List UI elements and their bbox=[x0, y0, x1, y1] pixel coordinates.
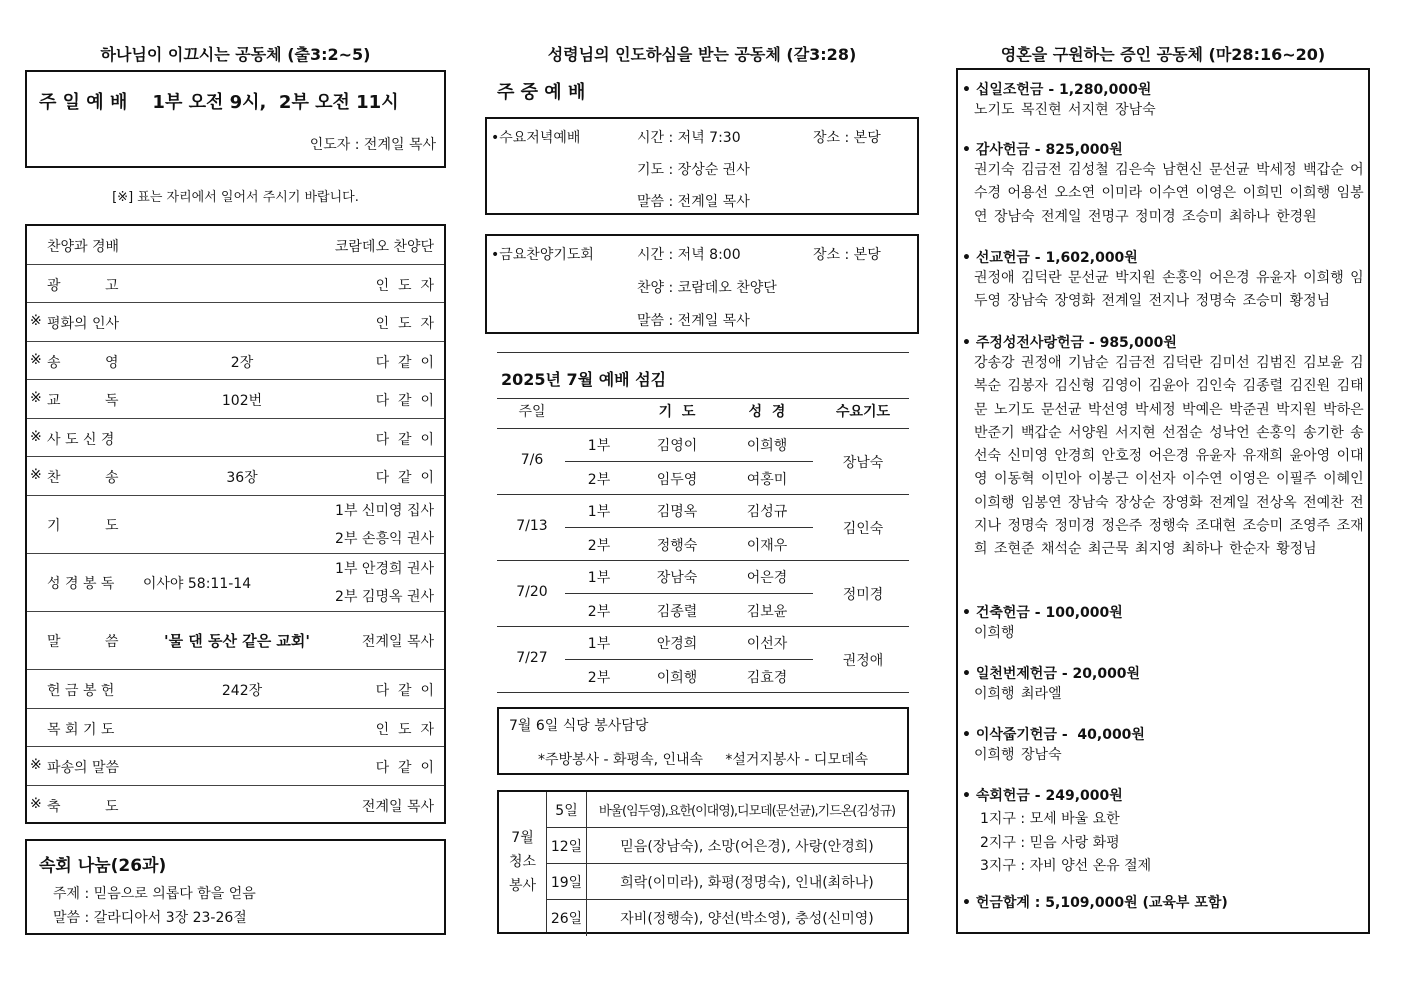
standing-mark: ※ bbox=[30, 313, 42, 329]
district-line: 1지구 : 모세 바울 요한 bbox=[980, 811, 1120, 827]
order-row-sending bbox=[27, 747, 444, 786]
cleaning-duty-label: 7월 청소 봉사 bbox=[499, 792, 547, 932]
order-right: 코람데오 찬양단 bbox=[334, 239, 434, 255]
order-right: 1부 신미영 집사 bbox=[335, 503, 434, 519]
middle-column-heading: 성령님의 인도하심을 받는 공동체 (갈3:28) bbox=[547, 45, 857, 64]
meal-service-detail: *주방봉사 - 화평속, 인내속 *설거지봉사 - 디모데속 bbox=[537, 752, 868, 768]
cleaning-day: 12일 bbox=[547, 828, 587, 863]
service-label: 2부 bbox=[587, 670, 611, 686]
service-label: 2부 bbox=[587, 604, 611, 620]
order-right: 인 도 자 bbox=[375, 278, 434, 294]
offering-total: • 헌금합계 : 5,109,000원 (교육부 포함) bbox=[962, 895, 1228, 911]
standing-mark: ※ bbox=[30, 429, 42, 445]
order-name: 찬양과 경배 bbox=[47, 239, 120, 255]
order-name: 광 고 bbox=[47, 278, 119, 294]
order-row-hymn bbox=[27, 457, 444, 496]
duty-date: 7/20 bbox=[516, 584, 548, 600]
order-row-prayer bbox=[27, 496, 444, 554]
duty-scripture: 이희행 bbox=[746, 438, 788, 454]
duty-header-sunday: 주일 bbox=[518, 404, 546, 420]
meal-service-box bbox=[497, 707, 909, 775]
order-right: 다 같 이 bbox=[375, 355, 434, 371]
order-name: 교 독 bbox=[47, 393, 119, 409]
duty-header-wed-prayer: 수요기도 bbox=[835, 404, 891, 420]
order-row-announcement bbox=[27, 265, 444, 303]
sunday-service-title: 주 일 예 배 1부 오전 9시, 2부 오전 11시 bbox=[39, 92, 399, 113]
friday-sermon: 말씀 : 전계일 목사 bbox=[637, 313, 750, 329]
duty-scripture: 여홍미 bbox=[746, 472, 788, 488]
cleaning-day: 26일 bbox=[547, 900, 587, 936]
sunday-service-box bbox=[25, 70, 446, 168]
order-mid: 2장 bbox=[230, 355, 254, 371]
order-mid: 36장 bbox=[226, 470, 258, 486]
order-row-benediction bbox=[27, 786, 444, 824]
order-mid: 이사야 58:11-14 bbox=[142, 576, 252, 592]
order-row-doxology bbox=[27, 342, 444, 380]
order-right: 다 같 이 bbox=[375, 432, 434, 448]
offering-names-mission: 권정애 김덕란 문선균 박지원 손홍익 어은경 유윤자 이희행 임두영 장남숙 장영화 전계일 전지나 정명숙 조승미 황정님 bbox=[974, 270, 1364, 310]
cleaning-row bbox=[547, 828, 907, 864]
friday-service-box bbox=[485, 234, 919, 334]
service-duty-table bbox=[497, 352, 909, 692]
offering-title-gleaning: • 이삭줍기헌금 - 40,000원 bbox=[962, 727, 1145, 743]
order-mid: 102번 bbox=[221, 393, 263, 409]
standing-note: [※] 표는 자리에서 일어서 주시기 바랍니다. bbox=[112, 190, 359, 205]
duty-header-scripture: 성 경 bbox=[748, 404, 786, 420]
duty-prayer: 장남숙 bbox=[656, 570, 698, 586]
offering-names-thousand: 이희행 최라엘 bbox=[974, 686, 1062, 702]
service-label: 2부 bbox=[587, 538, 611, 554]
order-right: 다 같 이 bbox=[375, 393, 434, 409]
order-name: 찬 송 bbox=[47, 470, 119, 486]
offering-names-gleaning: 이희행 장남숙 bbox=[974, 747, 1062, 763]
order-right: 인 도 자 bbox=[375, 722, 434, 738]
offering-title-building: • 건축헌금 - 100,000원 bbox=[962, 605, 1123, 621]
offering-names-thanks: 권기숙 김금전 김성철 김은숙 남현신 문선균 박세정 백갑순 어수경 어용선 오소연 이미라 이수연 이영은 이희민 이희행 임봉연 장남숙 전계일 전명구 정미경 조승미 최하나 한경원 bbox=[974, 162, 1364, 225]
weekday-worship-title: 주 중 예 배 bbox=[497, 82, 586, 103]
order-right: 전계일 목사 bbox=[361, 799, 434, 815]
cell-group-theme: 주제 : 믿음으로 의롭다 함을 얻음 bbox=[53, 886, 256, 902]
duty-scripture: 이선자 bbox=[746, 636, 788, 652]
wednesday-sermon: 말씀 : 전계일 목사 bbox=[637, 194, 750, 210]
order-right: 1부 안경희 권사 bbox=[335, 561, 434, 577]
order-right: 인 도 자 bbox=[375, 316, 434, 332]
service-label: 1부 bbox=[587, 504, 611, 520]
cleaning-groups: 자비(정행숙), 양선(박소영), 충성(신미영) bbox=[620, 911, 874, 927]
offering-title-mission: • 선교헌금 - 1,602,000원 bbox=[962, 250, 1138, 266]
friday-time: 시간 : 저녁 8:00 bbox=[637, 247, 741, 263]
order-name: 헌 금 봉 헌 bbox=[47, 683, 115, 699]
order-right: 다 같 이 bbox=[375, 470, 434, 486]
cleaning-row bbox=[547, 792, 907, 828]
meal-service-title: 7월 6일 식당 봉사담당 bbox=[509, 718, 649, 734]
offering-title-sanctuary: • 주정성전사랑헌금 - 985,000원 bbox=[962, 335, 1177, 351]
order-name: 성 경 봉 독 bbox=[47, 576, 115, 592]
order-right-2: 2부 김명옥 권사 bbox=[335, 589, 434, 605]
friday-label: •금요찬양기도회 bbox=[491, 247, 594, 263]
cleaning-day: 19일 bbox=[547, 864, 587, 899]
service-label: 2부 bbox=[587, 472, 611, 488]
service-label: 1부 bbox=[587, 438, 611, 454]
order-name: 목 회 기 도 bbox=[47, 722, 115, 738]
duty-prayer: 김영이 bbox=[656, 438, 698, 454]
sunday-service-leader: 인도자 : 전계일 목사 bbox=[309, 137, 436, 153]
duty-scripture: 어은경 bbox=[746, 570, 788, 586]
cleaning-day: 5일 bbox=[547, 792, 587, 827]
cell-group-scripture: 말씀 : 갈라디아서 3장 23-26절 bbox=[53, 910, 247, 926]
order-name: 사 도 신 경 bbox=[47, 432, 115, 448]
cleaning-groups: 믿음(장남숙), 소망(어은경), 사랑(안경희) bbox=[620, 838, 874, 855]
wednesday-label: •수요저녁예배 bbox=[491, 130, 581, 146]
right-column-heading: 영혼을 구원하는 증인 공동체 (마28:16~20) bbox=[1000, 45, 1326, 64]
order-name: 기 도 bbox=[47, 518, 119, 534]
duty-wed-prayer: 권정애 bbox=[842, 653, 884, 669]
wednesday-place: 장소 : 본당 bbox=[813, 130, 881, 146]
worship-order-table bbox=[25, 224, 446, 824]
left-column-heading: 하나님이 이끄시는 공동체 (출3:2~5) bbox=[100, 45, 371, 64]
duty-scripture: 김성규 bbox=[746, 504, 788, 520]
order-row-greeting bbox=[27, 303, 444, 342]
duty-prayer: 안경희 bbox=[656, 636, 698, 652]
duty-date: 7/13 bbox=[516, 518, 548, 534]
duty-prayer: 김명옥 bbox=[656, 504, 698, 520]
order-row-sermon bbox=[27, 612, 444, 670]
sermon-title: '물 댄 동산 같은 교회' bbox=[164, 632, 310, 650]
order-name: 송 영 bbox=[47, 355, 119, 371]
service-label: 1부 bbox=[587, 570, 611, 586]
duty-header-prayer: 기 도 bbox=[658, 404, 696, 420]
offering-names-sanctuary: 강송강 권정애 기남순 김금전 김덕란 김미선 김범진 김보윤 김복순 김봉자 김신형 김영이 김윤아 김인숙 김종렬 김진원 김태문 노기도 문선균 박선영 박세정 박예은 박준권 박지원 박하은 반준기 백갑순 서양원 서지현 선점순 성낙언 손홍익 송기한 송선숙 신미영 안경희 안호정 어은경 유윤자 유재희 윤아영 이대영 이동혁 이민아 이봉근 이선자 이수연 이영은 이필주 이혜인 이희행 임봉연 장남숙 장상순 장영화 전계일 전상옥 전예찬 전지나 정명숙 정미경 정은주 정행숙 조대현 조승미 조영주 조재희 조현준 채석순 최근묵 최지영 최하나 한순자 황정님 bbox=[974, 355, 1364, 558]
standing-mark: ※ bbox=[30, 757, 42, 773]
cleaning-duty-table bbox=[497, 790, 909, 934]
order-right-2: 2부 손흥익 권사 bbox=[335, 531, 434, 547]
cleaning-groups: 바울(임두영),요한(이대영),디모데(문선균),기드온(김성규) bbox=[598, 804, 896, 819]
order-row-offering bbox=[27, 670, 444, 709]
duty-scripture: 김보윤 bbox=[746, 604, 788, 620]
duty-date: 7/27 bbox=[516, 650, 548, 666]
offering-names-tithe: 노기도 목진현 서지현 장남숙 bbox=[974, 102, 1156, 118]
order-name: 축 도 bbox=[47, 799, 119, 815]
duty-prayer: 이희행 bbox=[656, 670, 698, 686]
order-row-praise bbox=[27, 226, 444, 265]
friday-praise: 찬양 : 코람데오 찬양단 bbox=[637, 280, 777, 296]
wednesday-prayer: 기도 : 장상순 권사 bbox=[637, 162, 750, 178]
duty-wed-prayer: 장남숙 bbox=[842, 455, 884, 471]
cleaning-groups: 희락(이미라), 화평(정명숙), 인내(최하나) bbox=[620, 874, 874, 891]
standing-mark: ※ bbox=[30, 352, 42, 368]
offering-title-tithe: • 십일조헌금 - 1,280,000원 bbox=[962, 82, 1152, 98]
offering-report-box bbox=[956, 68, 1370, 934]
order-name: 파송의 말씀 bbox=[47, 760, 120, 776]
offering-title-cell: • 속회헌금 - 249,000원 bbox=[962, 788, 1123, 804]
duty-scripture: 김효경 bbox=[746, 670, 788, 686]
order-right: 다 같 이 bbox=[375, 760, 434, 776]
duty-prayer: 임두영 bbox=[656, 472, 698, 488]
wednesday-service-box bbox=[485, 117, 919, 215]
cell-group-title: 속회 나눔(26과) bbox=[39, 856, 167, 876]
cleaning-row bbox=[547, 900, 907, 936]
offering-title-thanks: • 감사헌금 - 825,000원 bbox=[962, 142, 1123, 158]
offering-names-building: 이희행 bbox=[974, 625, 1015, 641]
duty-date: 7/6 bbox=[520, 452, 544, 468]
service-label: 1부 bbox=[587, 636, 611, 652]
duty-wed-prayer: 정미경 bbox=[842, 587, 884, 603]
offering-title-thousand: • 일천번제헌금 - 20,000원 bbox=[962, 666, 1141, 682]
order-row-creed bbox=[27, 419, 444, 457]
order-row-pastoral-prayer bbox=[27, 709, 444, 747]
district-line: 2지구 : 믿음 사랑 화평 bbox=[980, 835, 1120, 851]
duty-wed-prayer: 김인숙 bbox=[842, 521, 884, 537]
order-row-scripture bbox=[27, 554, 444, 612]
cleaning-row bbox=[547, 864, 907, 900]
duty-prayer: 정행숙 bbox=[656, 538, 698, 554]
district-line: 3지구 : 자비 양선 온유 절제 bbox=[980, 858, 1152, 874]
standing-mark: ※ bbox=[30, 796, 42, 812]
order-right: 전계일 목사 bbox=[361, 634, 434, 650]
cell-group-box bbox=[25, 839, 446, 935]
friday-place: 장소 : 본당 bbox=[813, 247, 881, 263]
order-name: 평화의 인사 bbox=[47, 316, 120, 332]
wednesday-time: 시간 : 저녁 7:30 bbox=[637, 130, 741, 146]
standing-mark: ※ bbox=[30, 467, 42, 483]
order-mid: 242장 bbox=[221, 683, 263, 699]
duty-scripture: 이재우 bbox=[746, 538, 788, 554]
standing-mark: ※ bbox=[30, 390, 42, 406]
order-row-responsive-reading bbox=[27, 380, 444, 419]
order-name: 말 씀 bbox=[47, 634, 119, 650]
order-right: 다 같 이 bbox=[375, 683, 434, 699]
duty-table-title: 2025년 7월 예배 섬김 bbox=[501, 370, 667, 389]
duty-prayer: 김종렬 bbox=[656, 604, 698, 620]
